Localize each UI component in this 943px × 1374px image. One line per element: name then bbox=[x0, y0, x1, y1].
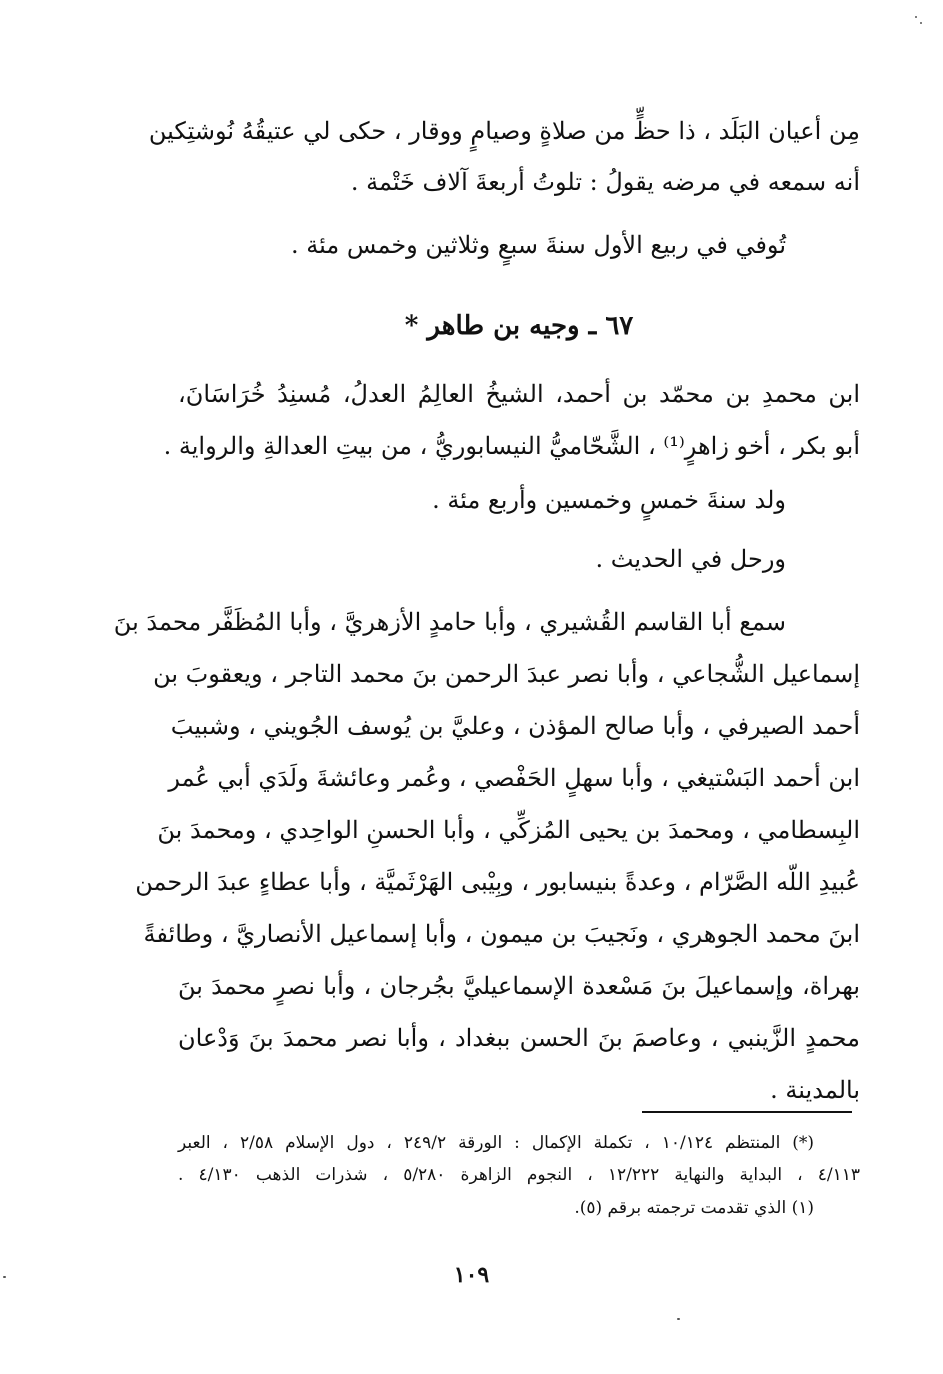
footnote-separator bbox=[642, 1111, 852, 1113]
scan-speck bbox=[3, 1276, 6, 1278]
footnote-line-2: ٤/١١٣ ، البداية والنهاية ١٢/٢٢٢ ، النجوم الزاهرة ٥/٢٨٠ ، شذرات الذهب ٤/١٣٠ . bbox=[178, 1165, 860, 1185]
teachers-line-7: ابنَ محمد الجوهري ، ونَجيبَ بن ميمون ، وأبا إسماعيل الأنصاريَّ ، وطائفةً bbox=[143, 920, 860, 948]
teachers-line-4: ابن أحمد البَسْتيغي ، وأبا سهلٍ الحَفْصي ، وعُمر وعائشةَ ولَدَي أبي عُمر bbox=[168, 764, 860, 792]
teachers-line-1: سمع أبا القاسم القُشيري ، وأبا حامدٍ الأزهريَّ ، وأبا المُظَفَّر محمدَ بنَ bbox=[113, 608, 786, 636]
teachers-line-2: إسماعيل الشُّجاعي ، وأبا نصر عبدَ الرحمن بنَ محمد التاجر ، ويعقوبَ بن bbox=[153, 660, 860, 688]
scan-speck bbox=[915, 16, 917, 18]
teachers-line-5: البِسطامي ، ومحمدَ بن يحيى المُزكِّي ، وأبا الحسنِ الواحِدي ، ومحمدَ بنَ bbox=[157, 816, 860, 844]
birth-line: ولد سنةَ خمسٍ وخمسين وأربع مئة . bbox=[432, 486, 786, 514]
page-number: ١٠٩ bbox=[453, 1262, 490, 1288]
teachers-line-3: أحمد الصيرفي ، وأبا صالح المؤذن ، وعليَّ بن يُوسف الجُويني ، وشبيبَ bbox=[170, 712, 860, 740]
teachers-line-9: محمدٍ الزَّينبي ، وعاصمَ بنَ الحسن ببغداد ، وأبا نصر محمدَ بنَ وَدْعان bbox=[178, 1024, 860, 1052]
scan-speck bbox=[920, 22, 922, 24]
bio-line-2: أبو بكر ، أخو زاهرٍ⁽¹⁾ ، الشَّحّاميُّ النيسابوريُّ ، من بيتِ العدالةِ والرواية . bbox=[163, 432, 860, 460]
teachers-line-6: عُبيدِ اللّه الصَّرّام ، وعدةً بنيسابور ، وبِيْبى الهَرْثَميَّة ، وأبا عطاءٍ عبدَ الرحمن bbox=[135, 868, 860, 896]
teachers-line-10: بالمدينة . bbox=[770, 1076, 860, 1104]
main-text-column bbox=[113, 0, 860, 1374]
teachers-line-8: بهراة، وإسماعيلَ بنَ مَسْعدة الإسماعيليَّ بجُرجان ، وأبا نصرٍ محمدَ بنَ bbox=[178, 972, 860, 1000]
footnote-line-3: (١) الذي تقدمت ترجمته برقم (٥). bbox=[574, 1198, 814, 1218]
scan-speck bbox=[677, 1318, 680, 1320]
intro-line-2: أنه سمعه في مرضه يقولُ : تلوتُ أربعةَ آلاف خَتْمة . bbox=[350, 168, 860, 196]
entry-heading: ٦٧ ـ وجيه بن طاهر * bbox=[404, 311, 634, 341]
death-date-line: تُوفي في ربيع الأول سنةَ سبعٍ وثلاثين وخمس مئة . bbox=[291, 231, 786, 259]
bio-line-1: ابن محمدِ بن محمّد بن أحمد، الشيخُ العالِمُ العدلُ، مُسنِدُ خُرَاسَانَ، bbox=[178, 380, 860, 408]
intro-line-1: مِن أعيان البَلَد ، ذا حظٍّ من صلاةٍ وصيامٍ ووقار ، حكى لي عتيقُهُ نُوشتِكين bbox=[148, 117, 860, 145]
travel-line: ورحل في الحديث . bbox=[595, 545, 786, 573]
footnote-line-1: (*) المنتظم ١٠/١٢٤ ، تكملة الإكمال : الورقة ٢٤٩/٢ ، دول الإسلام ٢/٥٨ ، العبر bbox=[178, 1133, 814, 1153]
